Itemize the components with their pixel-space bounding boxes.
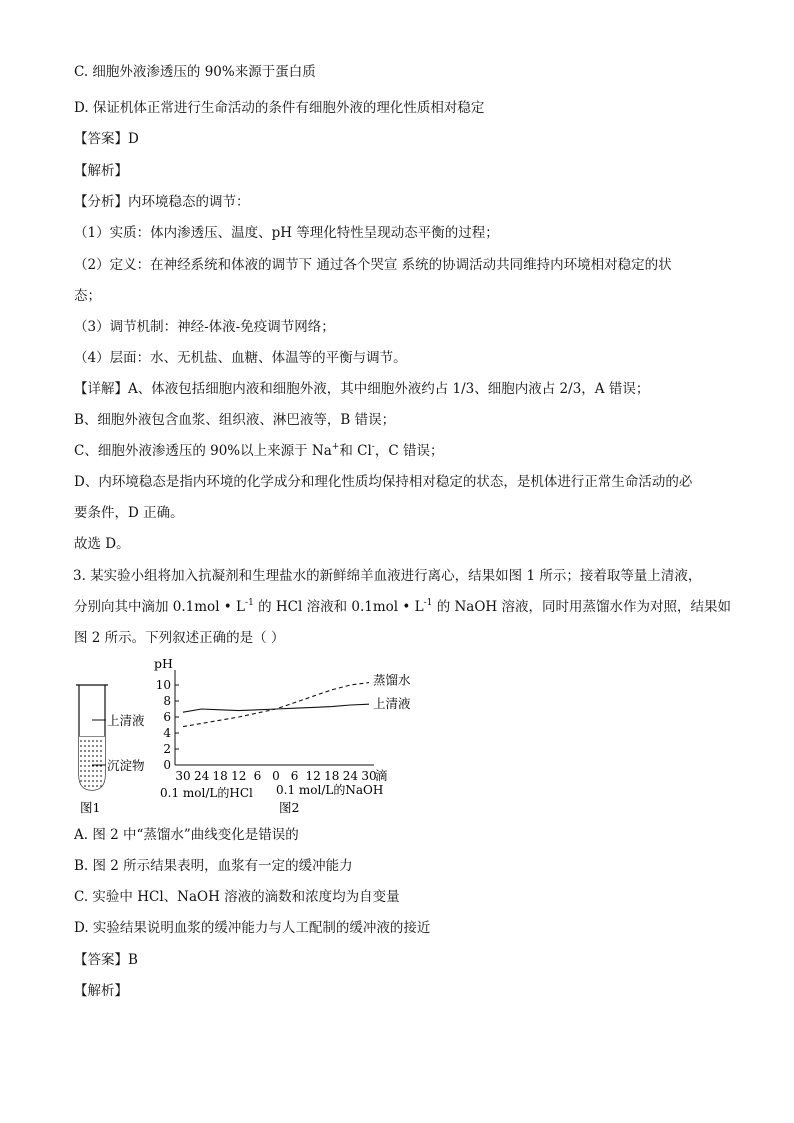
y-tick-label: 8: [163, 694, 171, 708]
x-tick-label: 24: [342, 769, 359, 783]
x-tick-label: 18: [212, 769, 228, 783]
series-line-1: [183, 683, 369, 727]
x-tick-label: 6: [253, 769, 262, 783]
figure-1-and-2: [74, 650, 411, 820]
detail-d: D、内环境稳态是指内环境的化学成分和理化性质均保持相对稳定的状态，是机体进行正常生命活动的必: [74, 474, 693, 490]
x-tick-label: 18: [324, 769, 340, 783]
conclusion: 故选 D。: [74, 536, 130, 552]
question-3-stem-2: 分别向其中滴加 0.1mol • $L^{-1}$ 的 HCl 溶液和 0.1mol • $L^{-1}$ 的 NaOH 溶液，同时用蒸馏水作为对照，结果如: [74, 597, 731, 615]
option-a: A. 图 2 中“蒸馏水”曲线变化是错误的: [74, 827, 299, 843]
x-tick-label: 24: [193, 769, 210, 783]
answer-label-2: 【答案】B: [74, 952, 138, 968]
y-tick-label: 6: [163, 710, 171, 724]
option-d: D. 实验结果说明血浆的缓冲能力与人工配制的缓冲液的接近: [74, 920, 431, 936]
option-c-text: C. 细胞外液渗透压的 90%来源于蛋白质: [74, 64, 316, 80]
figure-1-caption: 图1: [80, 800, 101, 815]
series-label-1: 蒸馏水: [373, 672, 411, 688]
detail-d-cont: 要条件，D 正确。: [74, 505, 184, 521]
x-tick-label: 6: [290, 769, 299, 783]
label-supernatant: 上清液: [107, 713, 145, 728]
y-tick-label: 4: [163, 726, 171, 740]
label-precipitate: 沉淀物: [107, 758, 145, 773]
series-label-2: 上清液: [373, 696, 411, 712]
question-3-stem: 3. 某实验小组将加入抗凝剂和生理盐水的新鲜绵羊血液进行离心，结果如图 1 所示；接着取等量上清液，: [73, 568, 702, 584]
analysis-heading: 【分析】内环境稳态的调节：: [74, 194, 250, 210]
y-axis-title: pH: [154, 656, 173, 671]
x-tick-label: 12: [231, 769, 247, 783]
option-d-text: D. 保证机体正常进行生命活动的条件有细胞外液的理化性质相对稳定: [74, 100, 485, 116]
x-axis-unit: 滴: [375, 768, 388, 783]
series-line-2: [183, 704, 369, 712]
x-tick-label: 30: [175, 769, 191, 783]
x-tick-label: 12: [305, 769, 321, 783]
x-tick-label: 0: [272, 769, 280, 783]
y-tick-label: 0: [163, 758, 171, 772]
analysis-point-3: （3）调节机制：神经-体液-免疫调节网络；: [74, 319, 335, 335]
analysis-point-1: （1）实质：体内渗透压、温度、pH 等理化特性呈现动态平衡的过程；: [74, 225, 499, 241]
ph-line-chart: [154, 656, 411, 815]
detail-c: C、细胞外液渗透压的 90%以上来源于 Na+和 Cl-，C 错误；: [74, 441, 444, 459]
test-tube-diagram: [76, 685, 145, 815]
y-tick-label: 2: [163, 742, 171, 756]
analysis-point-4: （4）层面：水、无机盐、血糖、体温等的平衡与调节。: [74, 350, 407, 366]
figure-2-caption: 图2: [279, 800, 300, 815]
analysis-label-2: 【解析】: [74, 983, 128, 999]
detail-b: B、细胞外液包含血浆、组织液、淋巴液等，B 错误；: [74, 412, 396, 428]
option-c: C. 实验中 HCl、NaOH 溶液的滴数和浓度均为自变量: [74, 889, 400, 905]
x-left-label: 0.1 mol/L的HCl: [160, 786, 253, 800]
analysis-point-2-cont: 态；: [74, 288, 101, 304]
detail-a: 【详解】A、体液包括细胞内液和细胞外液，其中细胞外液约占 1/3、细胞内液占 2/3，A 错误；: [74, 381, 650, 397]
analysis-label: 【解析】: [74, 163, 128, 179]
x-tick-label: 30: [361, 769, 377, 783]
option-b: B. 图 2 所示结果表明，血浆有一定的缓冲能力: [74, 858, 353, 874]
analysis-point-2: （2）定义：在神经系统和体液的调节下 通过各个哭宣 系统的协调活动共同维持内环境相对稳定的状: [74, 257, 672, 273]
question-3-stem-3: 图 2 所示。下列叙述正确的是（ ）: [74, 630, 285, 646]
y-tick-label: 10: [155, 678, 171, 692]
x-right-label: 0.1 mol/L的NaOH: [276, 783, 384, 797]
answer-label: 【答案】D: [74, 131, 139, 147]
